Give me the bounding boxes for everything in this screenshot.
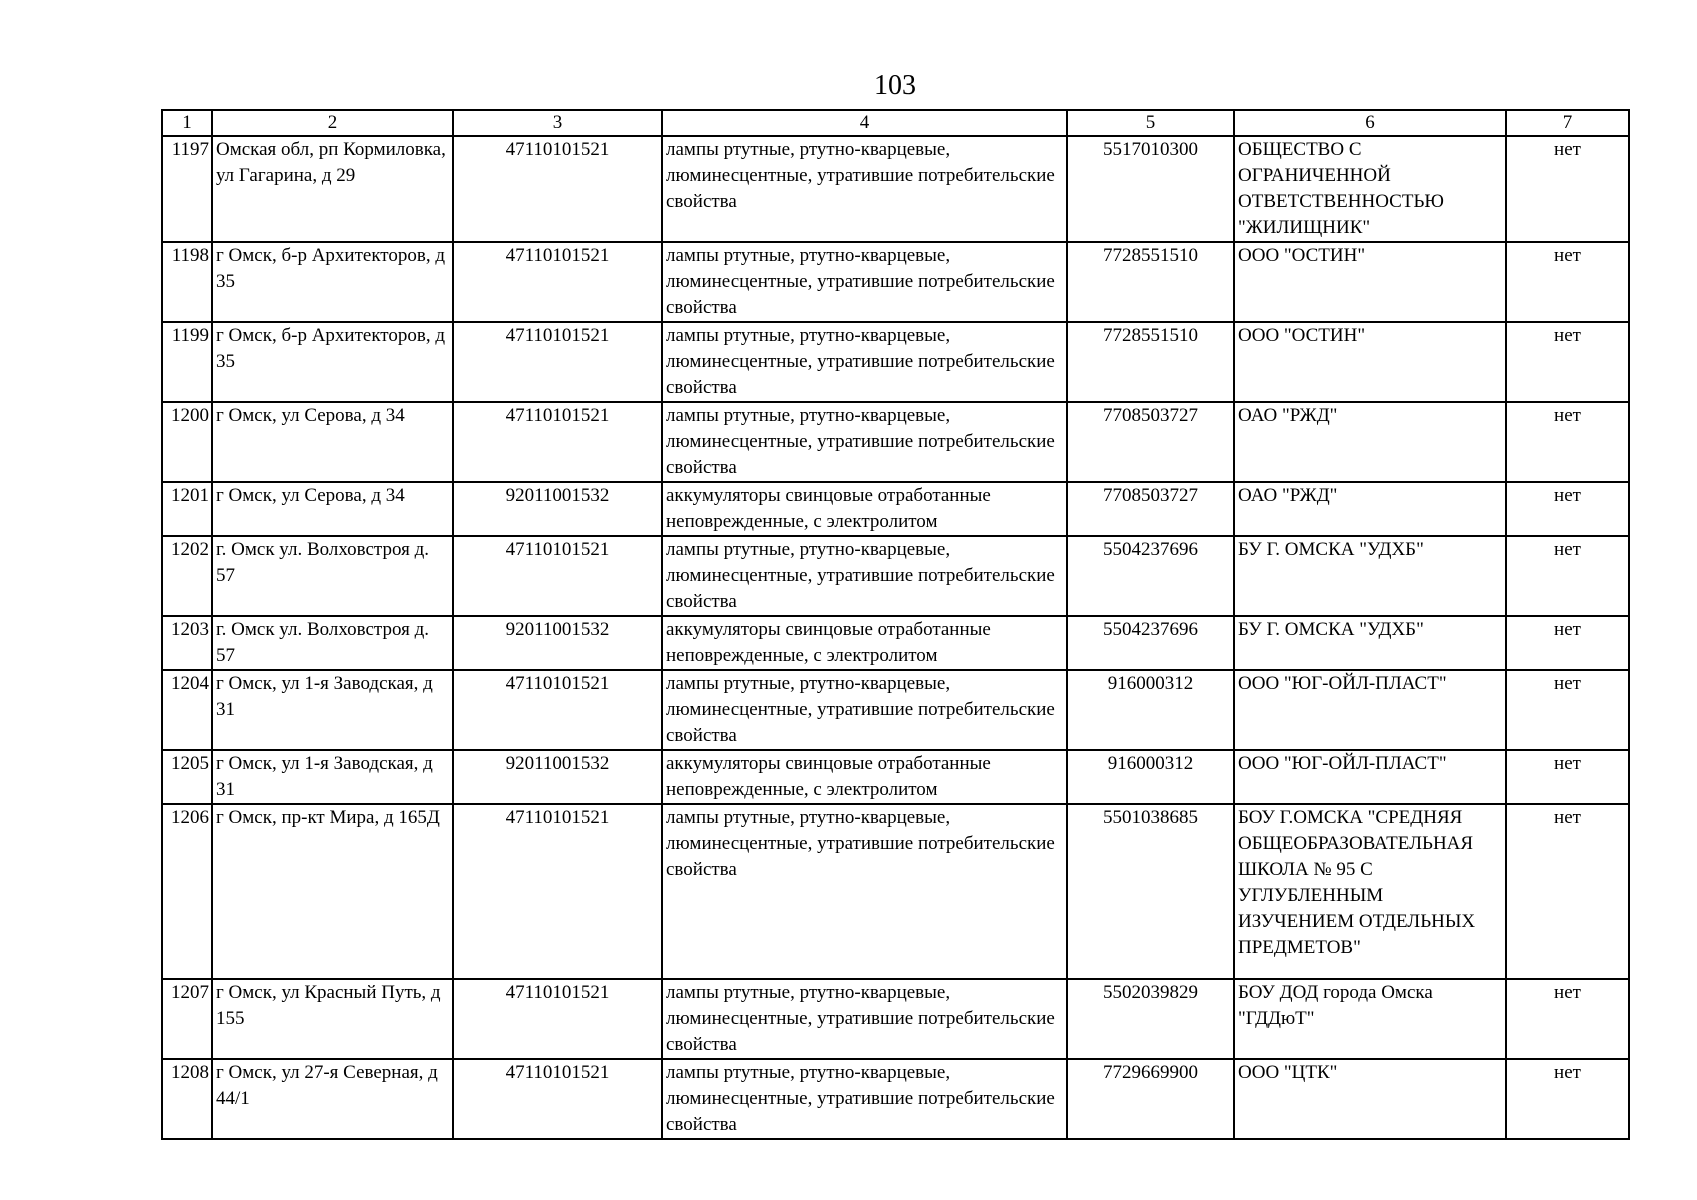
row-number-cell: 1198 [162, 242, 212, 322]
page-number: 103 [874, 70, 916, 101]
table-row [162, 136, 1629, 242]
address-cell: г. Омск ул. Волховстроя д. 57 [212, 616, 453, 670]
table-row [162, 1059, 1629, 1139]
flag-cell: нет [1506, 804, 1629, 979]
flag-cell: нет [1506, 616, 1629, 670]
waste-code-cell: 92011001532 [453, 482, 662, 536]
waste-code-cell: 47110101521 [453, 670, 662, 750]
inn-cell: 7729669900 [1067, 1059, 1234, 1139]
organization-cell: ООО "ЮГ-ОЙЛ-ПЛАСТ" [1234, 670, 1506, 750]
address-cell: г Омск, б-р Архитекторов, д 35 [212, 322, 453, 402]
flag-cell: нет [1506, 402, 1629, 482]
waste-name-cell: лампы ртутные, ртутно-кварцевые, люминесцентные, утратившие потребительские свойства [662, 670, 1067, 750]
organization-cell: ООО "ОСТИН" [1234, 242, 1506, 322]
flag-cell: нет [1506, 979, 1629, 1059]
row-number-cell: 1203 [162, 616, 212, 670]
table-row [162, 979, 1629, 1059]
row-number-cell: 1199 [162, 322, 212, 402]
waste-code-cell: 47110101521 [453, 322, 662, 402]
flag-cell: нет [1506, 536, 1629, 616]
organization-cell: БОУ ДОД города Омска "ГДДюТ" [1234, 979, 1506, 1059]
data-table [161, 109, 1630, 1140]
address-cell: г Омск, ул 1-я Заводская, д 31 [212, 750, 453, 804]
address-cell: г Омск, б-р Архитекторов, д 35 [212, 242, 453, 322]
column-header: 6 [1234, 110, 1506, 136]
waste-name-cell: аккумуляторы свинцовые отработанные неповрежденные, с электролитом [662, 616, 1067, 670]
column-header: 5 [1067, 110, 1234, 136]
organization-cell: ООО "ОСТИН" [1234, 322, 1506, 402]
header-row [162, 110, 1629, 136]
organization-cell: ООО "ЮГ-ОЙЛ-ПЛАСТ" [1234, 750, 1506, 804]
organization-cell: БУ Г. ОМСКА "УДХБ" [1234, 616, 1506, 670]
inn-cell: 7708503727 [1067, 402, 1234, 482]
waste-name-cell: лампы ртутные, ртутно-кварцевые, люминесцентные, утратившие потребительские свойства [662, 536, 1067, 616]
table-row [162, 242, 1629, 322]
inn-cell: 5504237696 [1067, 616, 1234, 670]
waste-code-cell: 92011001532 [453, 750, 662, 804]
waste-code-cell: 47110101521 [453, 402, 662, 482]
table-row [162, 804, 1629, 979]
waste-name-cell: аккумуляторы свинцовые отработанные неповрежденные, с электролитом [662, 482, 1067, 536]
waste-code-cell: 47110101521 [453, 1059, 662, 1139]
address-cell: г Омск, ул Серова, д 34 [212, 482, 453, 536]
table-row [162, 322, 1629, 402]
row-number-cell: 1202 [162, 536, 212, 616]
waste-name-cell: лампы ртутные, ртутно-кварцевые, люминесцентные, утратившие потребительские свойства [662, 136, 1067, 242]
waste-name-cell: лампы ртутные, ртутно-кварцевые, люминесцентные, утратившие потребительские свойства [662, 322, 1067, 402]
address-cell: г Омск, ул 27-я Северная, д 44/1 [212, 1059, 453, 1139]
waste-name-cell: лампы ртутные, ртутно-кварцевые, люминесцентные, утратившие потребительские свойства [662, 242, 1067, 322]
address-cell: г Омск, пр-кт Мира, д 165Д [212, 804, 453, 979]
column-header: 7 [1506, 110, 1629, 136]
waste-code-cell: 47110101521 [453, 979, 662, 1059]
table-row [162, 536, 1629, 616]
table-row [162, 750, 1629, 804]
table-row [162, 616, 1629, 670]
inn-cell: 5502039829 [1067, 979, 1234, 1059]
table-row [162, 402, 1629, 482]
column-header: 1 [162, 110, 212, 136]
row-number-cell: 1205 [162, 750, 212, 804]
waste-name-cell: аккумуляторы свинцовые отработанные неповрежденные, с электролитом [662, 750, 1067, 804]
flag-cell: нет [1506, 1059, 1629, 1139]
row-number-cell: 1206 [162, 804, 212, 979]
organization-cell: ОБЩЕСТВО С ОГРАНИЧЕННОЙ ОТВЕТСТВЕННОСТЬЮ "ЖИЛИЩНИК" [1234, 136, 1506, 242]
waste-name-cell: лампы ртутные, ртутно-кварцевые, люминесцентные, утратившие потребительские свойства [662, 804, 1067, 979]
row-number-cell: 1204 [162, 670, 212, 750]
inn-cell: 916000312 [1067, 750, 1234, 804]
inn-cell: 916000312 [1067, 670, 1234, 750]
row-number-cell: 1201 [162, 482, 212, 536]
table-row [162, 670, 1629, 750]
address-cell: г Омск, ул Серова, д 34 [212, 402, 453, 482]
waste-name-cell: лампы ртутные, ртутно-кварцевые, люминесцентные, утратившие потребительские свойства [662, 1059, 1067, 1139]
address-cell: г Омск, ул Красный Путь, д 155 [212, 979, 453, 1059]
address-cell: Омская обл, рп Кормиловка, ул Гагарина, д 29 [212, 136, 453, 242]
column-header: 4 [662, 110, 1067, 136]
waste-code-cell: 47110101521 [453, 242, 662, 322]
flag-cell: нет [1506, 750, 1629, 804]
table-row [162, 482, 1629, 536]
flag-cell: нет [1506, 482, 1629, 536]
organization-cell: БУ Г. ОМСКА "УДХБ" [1234, 536, 1506, 616]
organization-cell: ОАО "РЖД" [1234, 402, 1506, 482]
inn-cell: 5517010300 [1067, 136, 1234, 242]
flag-cell: нет [1506, 322, 1629, 402]
inn-cell: 5504237696 [1067, 536, 1234, 616]
inn-cell: 7728551510 [1067, 322, 1234, 402]
row-number-cell: 1207 [162, 979, 212, 1059]
inn-cell: 7728551510 [1067, 242, 1234, 322]
row-number-cell: 1208 [162, 1059, 212, 1139]
waste-name-cell: лампы ртутные, ртутно-кварцевые, люминесцентные, утратившие потребительские свойства [662, 402, 1067, 482]
waste-code-cell: 47110101521 [453, 536, 662, 616]
row-number-cell: 1200 [162, 402, 212, 482]
flag-cell: нет [1506, 242, 1629, 322]
inn-cell: 7708503727 [1067, 482, 1234, 536]
column-header: 2 [212, 110, 453, 136]
organization-cell: БОУ Г.ОМСКА "СРЕДНЯЯ ОБЩЕОБРАЗОВАТЕЛЬНАЯ ШКОЛА № 95 С УГЛУБЛЕННЫМ ИЗУЧЕНИЕМ ОТДЕЛЬНЫХ ПРЕДМЕТОВ" [1234, 804, 1506, 979]
waste-code-cell: 47110101521 [453, 804, 662, 979]
column-header: 3 [453, 110, 662, 136]
flag-cell: нет [1506, 670, 1629, 750]
organization-cell: ОАО "РЖД" [1234, 482, 1506, 536]
waste-name-cell: лампы ртутные, ртутно-кварцевые, люминесцентные, утратившие потребительские свойства [662, 979, 1067, 1059]
flag-cell: нет [1506, 136, 1629, 242]
waste-code-cell: 92011001532 [453, 616, 662, 670]
waste-code-cell: 47110101521 [453, 136, 662, 242]
address-cell: г. Омск ул. Волховстроя д. 57 [212, 536, 453, 616]
inn-cell: 5501038685 [1067, 804, 1234, 979]
address-cell: г Омск, ул 1-я Заводская, д 31 [212, 670, 453, 750]
row-number-cell: 1197 [162, 136, 212, 242]
organization-cell: ООО "ЦТК" [1234, 1059, 1506, 1139]
